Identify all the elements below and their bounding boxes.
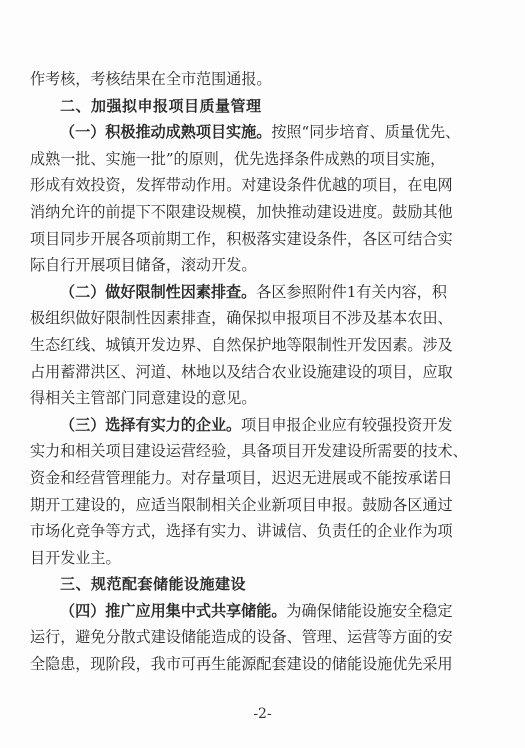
text-line: 形成有效投资，发挥带动作用。对建设条件优越的项目，在电网 [30,176,453,195]
text-line: 消纳允许的前提下不限建设规模，加快推动建设进度。鼓励其他 [30,202,453,221]
text-line: 际自行开展项目储备，滚动开发。 [30,256,257,275]
section-heading: 三、规范配套储能设施建设 [60,575,247,594]
text-line: 极组织做好限制性因素排查，确保拟申报项目不涉及基本农田、 [30,309,453,328]
paragraph-text: 为确保储能设施安全稳定 [286,601,453,620]
text-line: 占用蓄滞洪区、河道、林地以及结合农业设施建设的项目，应取 [30,362,453,381]
text-line: 期开工建设的，应适当限制相关企业新项目申报。鼓励各区通过 [30,495,453,514]
text-line: 全隐患，现阶段，我市可再生能源配套建设的储能设施优先采用 [30,655,453,674]
text-line: 目开发业主。 [30,548,121,567]
page-number: -2- [253,706,272,722]
paragraph-text: 按照“同步培育、质量优先、 [271,123,461,142]
text-line: 实力和相关项目建设运营经验，具备项目开发建设所需要的技术、 [30,442,468,461]
paragraph-first-line [30,412,498,439]
text-line: 得相关主管部门同意建设的意见。 [30,389,257,408]
paragraph-text: 各区参照附件1有关内容，积 [256,282,447,301]
paragraph-text: 项目申报企业应有较强投资开发 [241,415,453,434]
paragraph-lead: （二）做好限制性因素排查。 [60,282,257,301]
paragraph-first-line [30,598,498,625]
document-body [30,66,498,678]
text-line: 生态红线、城镇开发边界、自然保护地等限制性开发因素。涉及 [30,335,453,354]
paragraph-lead: （一）积极推动成熟项目实施。 [60,123,272,142]
text-line: 作考核，考核结果在全市范围通报。 [30,70,272,88]
text-line: 项目同步开展各项前期工作，积极落实建设条件，各区可结合实 [30,229,453,248]
paragraph-lead: （四）推广应用集中式共享储能。 [60,601,287,620]
paragraph-first-line [30,119,498,146]
paragraph-lead: （三）选择有实力的企业。 [60,415,242,434]
text-line: 资金和经营管理能力。对存量项目，迟迟无进展或不能按承诺日 [30,468,453,487]
text-line: 市场化竞争等方式，选择有实力、讲诚信、负责任的企业作为项 [30,522,453,541]
section-heading: 二、加强拟申报项目质量管理 [60,96,262,115]
text-line: 运行，避免分散式建设储能造成的设备、管理、运营等方面的安 [30,628,453,647]
text-line: 成熟一批、实施一批”的原则，优先选择条件成熟的项目实施， [30,149,446,168]
paragraph-first-line [30,279,498,306]
